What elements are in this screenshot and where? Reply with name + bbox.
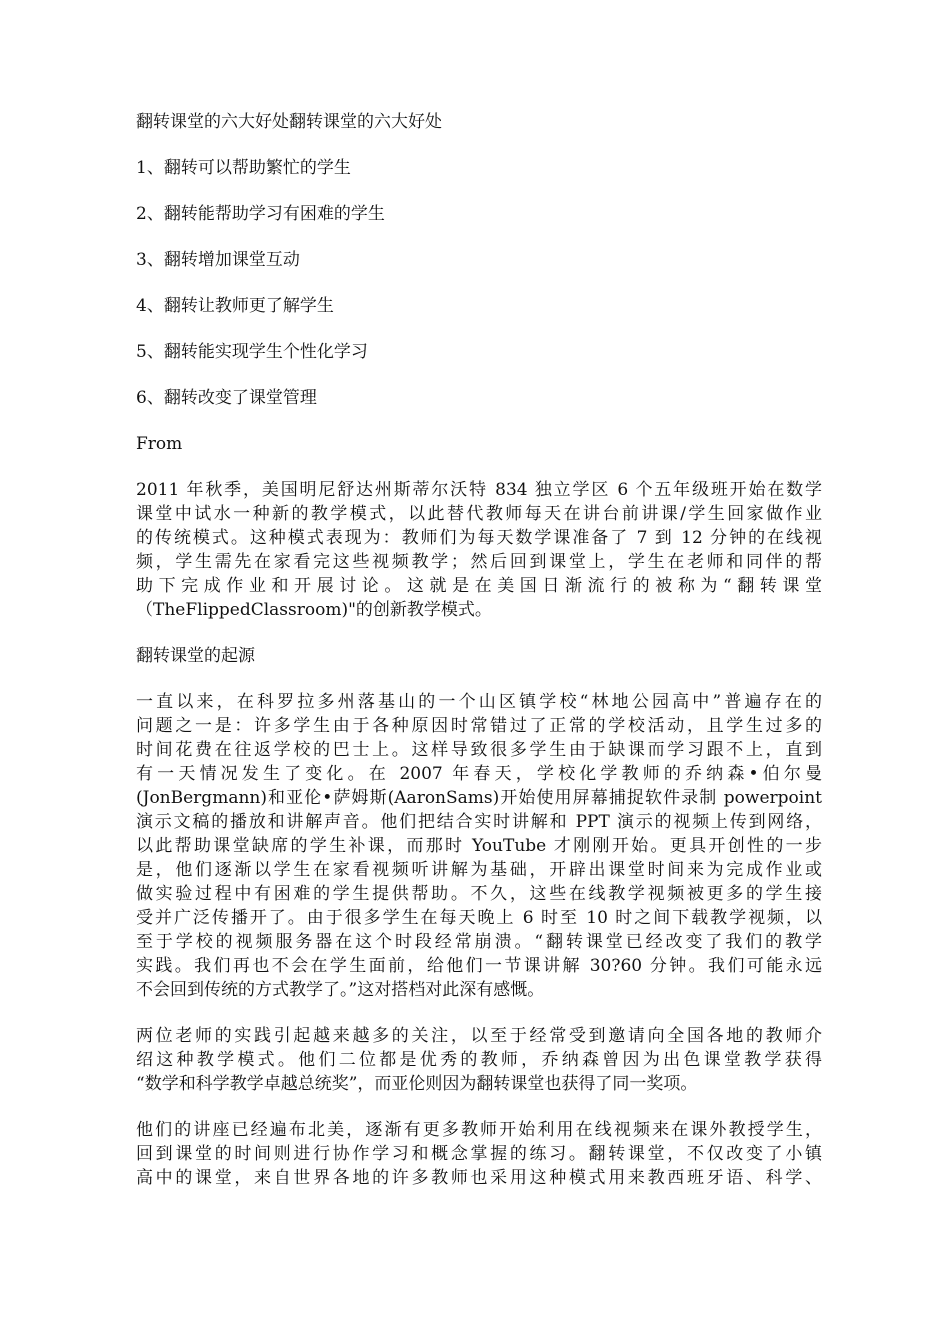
list-item: 2、翻转能帮助学习有困难的学生	[136, 204, 385, 224]
list-item: 5、翻转能实现学生个性化学习	[136, 342, 368, 362]
from-label: From	[136, 434, 183, 454]
paragraph-line: 有一天情况发生了变化。在 2007 年春天，学校化学教师的乔纳森•伯尔曼	[136, 764, 822, 784]
paragraph-line: 绍这种教学模式。他们二位都是优秀的教师，乔纳森曾因为出色课堂教学获得	[136, 1050, 822, 1070]
paragraph-line: 两位老师的实践引起越来越多的关注，以至于经常受到邀请向全国各地的教师介	[136, 1026, 822, 1046]
paragraph-line: 时间花费在往返学校的巴士上。这样导致很多学生由于缺课而学习跟不上，直到	[136, 740, 822, 760]
paragraph-line: 频，学生需先在家看完这些视频教学；然后回到课堂上，学生在老师和同伴的帮	[136, 552, 822, 572]
section-heading: 翻转课堂的起源	[136, 646, 255, 666]
paragraph-line: 助下完成作业和开展讨论。这就是在美国日渐流行的被称为“翻转课堂	[136, 576, 822, 596]
document-title: 翻转课堂的六大好处翻转课堂的六大好处	[136, 112, 442, 132]
paragraph-line: 做实验过程中有困难的学生提供帮助。不久，这些在线教学视频被更多的学生接	[136, 884, 822, 904]
paragraph-line: 是，他们逐渐以学生在家看视频听讲解为基础，开辟出课堂时间来为完成作业或	[136, 860, 822, 880]
paragraph-line: 演示文稿的播放和讲解声音。他们把结合实时讲解和 PPT 演示的视频上传到网络，	[136, 812, 822, 832]
paragraph-line: 的传统模式。这种模式表现为：教师们为每天数学课准备了 7 到 12 分钟的在线视	[136, 528, 822, 548]
list-item: 1、翻转可以帮助繁忙的学生	[136, 158, 351, 178]
list-item: 3、翻转增加课堂互动	[136, 250, 300, 270]
origin-paragraph	[136, 690, 822, 1002]
intro-paragraph	[136, 478, 822, 622]
paragraph-line: “数学和科学教学卓越总统奖”，而亚伦则因为翻转课堂也获得了同一奖项。	[136, 1074, 698, 1094]
list-item: 6、翻转改变了课堂管理	[136, 388, 317, 408]
paragraph-line: 至于学校的视频服务器在这个时段经常崩溃。“翻转课堂已经改变了我们的教学	[136, 932, 822, 952]
paragraph-line: 高中的课堂，来自世界各地的许多教师也采用这种模式用来教西班牙语、科学、	[136, 1168, 822, 1188]
paragraph-line: 回到课堂的时间则进行协作学习和概念掌握的练习。翻转课堂，不仅改变了小镇	[136, 1144, 822, 1164]
paragraph-line: 不会回到传统的方式教学了。”这对搭档对此深有感慨。	[136, 980, 545, 1000]
paragraph-line: 问题之一是：许多学生由于各种原因时常错过了正常的学校活动，且学生过多的	[136, 716, 822, 736]
list-item: 4、翻转让教师更了解学生	[136, 296, 334, 316]
paragraph-line: 课堂中试水一种新的教学模式，以此替代教师每天在讲台前讲课/学生回家做作业	[136, 504, 822, 524]
paragraph-line: 一直以来，在科罗拉多州落基山的一个山区镇学校“林地公园高中”普遍存在的	[136, 692, 822, 712]
paragraph-line: (JonBergmann)和亚伦•萨姆斯(AaronSams)开始使用屏幕捕捉软件录制 powerpoint	[136, 788, 822, 808]
paragraph-line: 2011 年秋季，美国明尼舒达州斯蒂尔沃特 834 独立学区 6 个五年级班开始在数学	[136, 480, 822, 500]
paragraph-line: 受并广泛传播开了。由于很多学生在每天晚上 6 时至 10 时之间下载教学视频，以	[136, 908, 822, 928]
document-page	[136, 110, 822, 1212]
spread-paragraph	[136, 1118, 822, 1190]
attention-paragraph	[136, 1024, 822, 1096]
paragraph-line: 实践。我们再也不会在学生面前，给他们一节课讲解 30?60 分钟。我们可能永远	[136, 956, 822, 976]
paragraph-line: 以此帮助课堂缺席的学生补课，而那时 YouTube 才刚刚开始。更具开创性的一步	[136, 836, 822, 856]
paragraph-line: （TheFlippedClassroom)"的创新教学模式。	[136, 600, 492, 620]
paragraph-line: 他们的讲座已经遍布北美，逐渐有更多教师开始利用在线视频来在课外教授学生，	[136, 1120, 822, 1140]
